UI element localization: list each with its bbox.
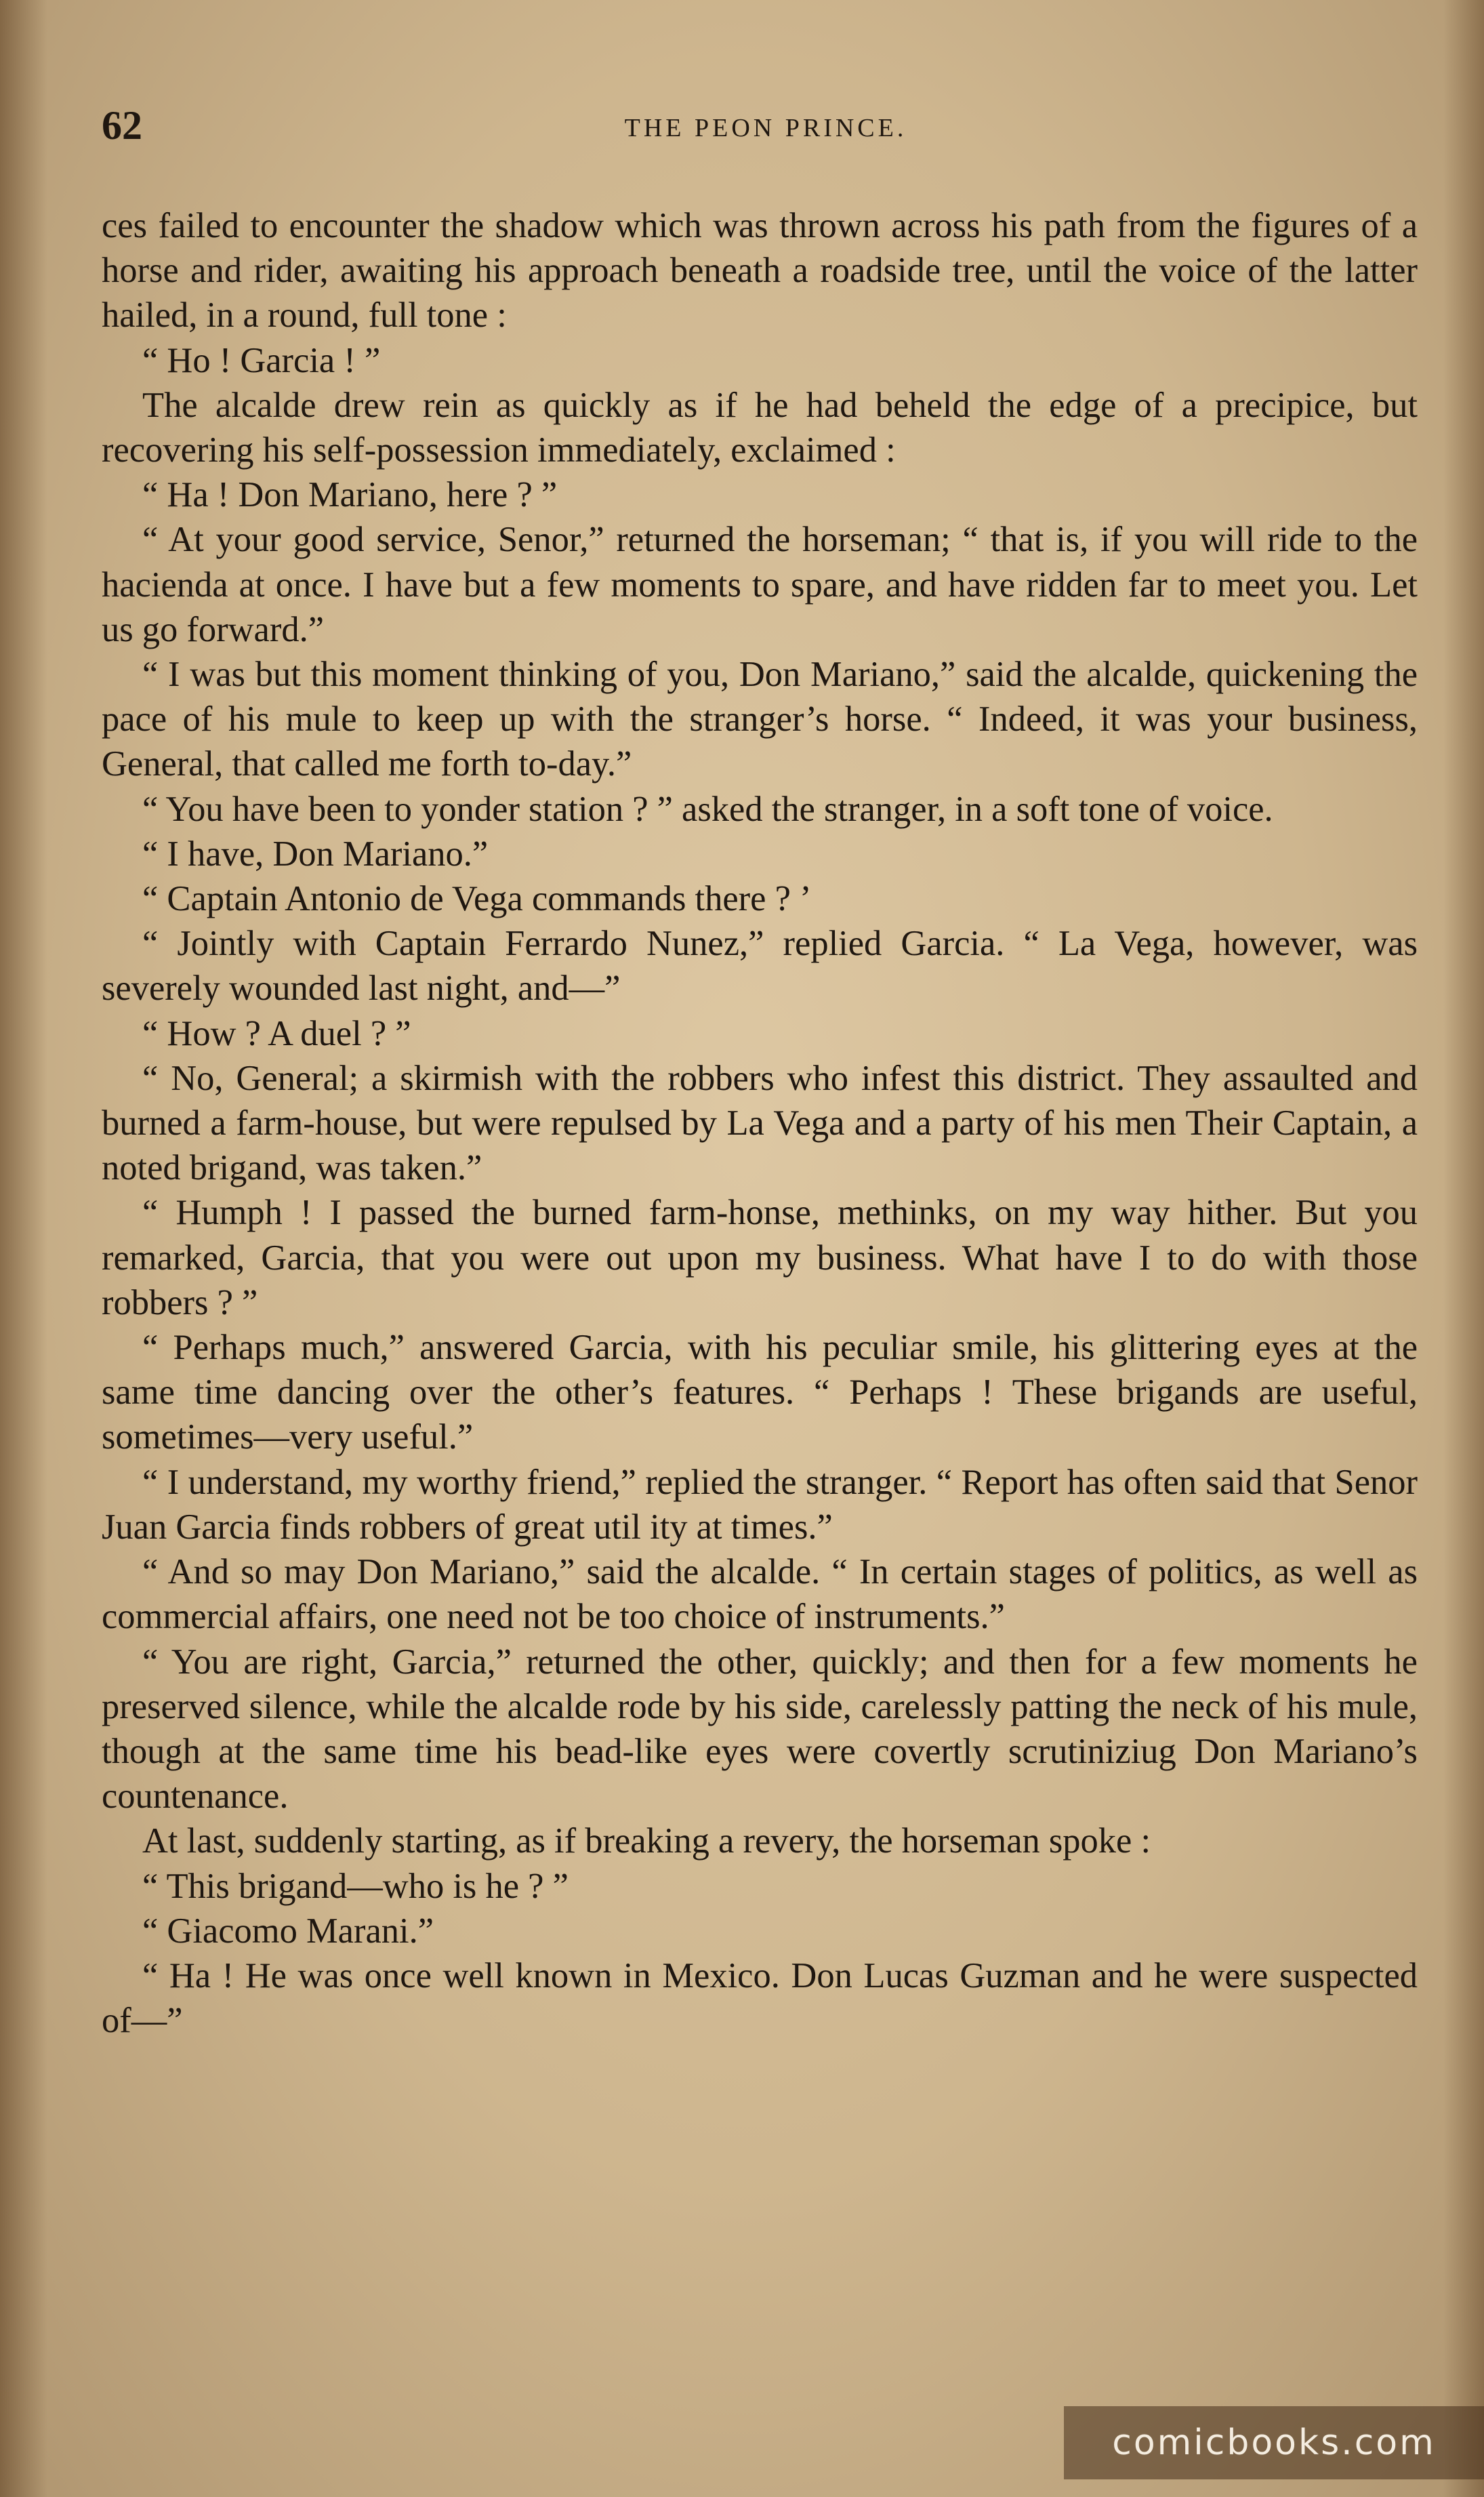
running-head bbox=[102, 95, 1430, 156]
page-shadow-right bbox=[1443, 0, 1484, 2497]
paragraph: “ Ho ! Garcia ! ” bbox=[142, 340, 381, 380]
paragraph: “ You have been to yonder station ? ” asked the stranger, in a soft tone of voice. bbox=[142, 789, 1273, 829]
paragraph: “ Humph ! I passed the burned farm-honse, methinks, on my way hither. But you remarked, Garcia, that you were out upon my business. What have I to do with those robbers ? ” bbox=[102, 1193, 1418, 1322]
paragraph: “ Ha ! He was once well known in Mexico. Don Lucas Guzman and he were suspected of—” bbox=[102, 1955, 1418, 2041]
paragraph: “ How ? A duel ? ” bbox=[142, 1013, 411, 1053]
watermark-banner bbox=[1064, 2406, 1484, 2479]
paragraph: “ Captain Antonio de Vega commands there ? ’ bbox=[142, 879, 812, 919]
paragraph: “ And so may Don Mariano,” said the alcalde. “ In certain stages of politics, as well as commercial affairs, one need not be too choice of instruments.” bbox=[102, 1552, 1418, 1637]
paragraph: “ I understand, my worthy friend,” replied the stranger. “ Report has often said that Senor Juan Garcia finds robbers of great util ity at times.” bbox=[102, 1462, 1418, 1547]
page-shadow-left bbox=[0, 0, 47, 2497]
watermark-text: comicbooks.com bbox=[1112, 2422, 1436, 2463]
paragraph: “ I was but this moment thinking of you, Don Mariano,” said the alcalde, quickening the pace of his mule to keep up with the stranger’s horse. “ Indeed, it was your business, General, that called me forth to-day.” bbox=[102, 655, 1418, 784]
paragraph: The alcalde drew rein as quickly as if he had beheld the edge of a precipice, but recovering his self-possession immediately, exclaimed : bbox=[102, 385, 1418, 470]
paragraph: “ Perhaps much,” answered Garcia, with his peculiar smile, his glittering eyes at the same time dancing over the other’s features. “ Perhaps ! These brigands are useful, sometimes—very useful.” bbox=[102, 1328, 1418, 1457]
paragraph: “ No, General; a skirmish with the robbers who infest this district. They assaulted and burned a farm-house, but were repulsed by La Vega and a party of his men Their Captain, a noted brigand, was taken.” bbox=[102, 1058, 1418, 1188]
paragraph: “ Giacomo Marani.” bbox=[142, 1911, 434, 1951]
paragraph: “ This brigand—who is he ? ” bbox=[142, 1866, 569, 1906]
paragraph: “ Ha ! Don Mariano, here ? ” bbox=[142, 475, 558, 515]
paragraph: “ At your good service, Senor,” returned the horseman; “ that is, if you will ride to the hacienda at once. I have but a few moments to spare, and have ridden far to meet you. Let us go forward.” bbox=[102, 520, 1418, 649]
paragraph: “ You are right, Garcia,” returned the other, quickly; and then for a few moments he preserved silence, while the alcalde rode by his side, carelessly patting the neck of his mule, though at the same time his bead-like eyes were covertly scrutiniziug Don Mariano’s countenance. bbox=[102, 1642, 1418, 1816]
paragraph: “ I have, Don Mariano.” bbox=[142, 834, 489, 874]
paragraph: ces failed to encounter the shadow which was thrown across his path from the figures of a horse and rider, awaiting his approach beneath a roadside tree, until the voice of the latter hailed, in a round, full tone : bbox=[102, 206, 1418, 336]
paragraph: At last, suddenly starting, as if breaking a revery, the horseman spoke : bbox=[142, 1821, 1151, 1861]
page-number: 62 bbox=[102, 103, 142, 148]
paragraph: “ Jointly with Captain Ferrardo Nunez,” replied Garcia. “ La Vega, however, was severely wounded last night, and—” bbox=[102, 924, 1418, 1009]
running-title: THE PEON PRINCE. bbox=[624, 114, 907, 142]
body-text bbox=[102, 203, 1418, 2043]
